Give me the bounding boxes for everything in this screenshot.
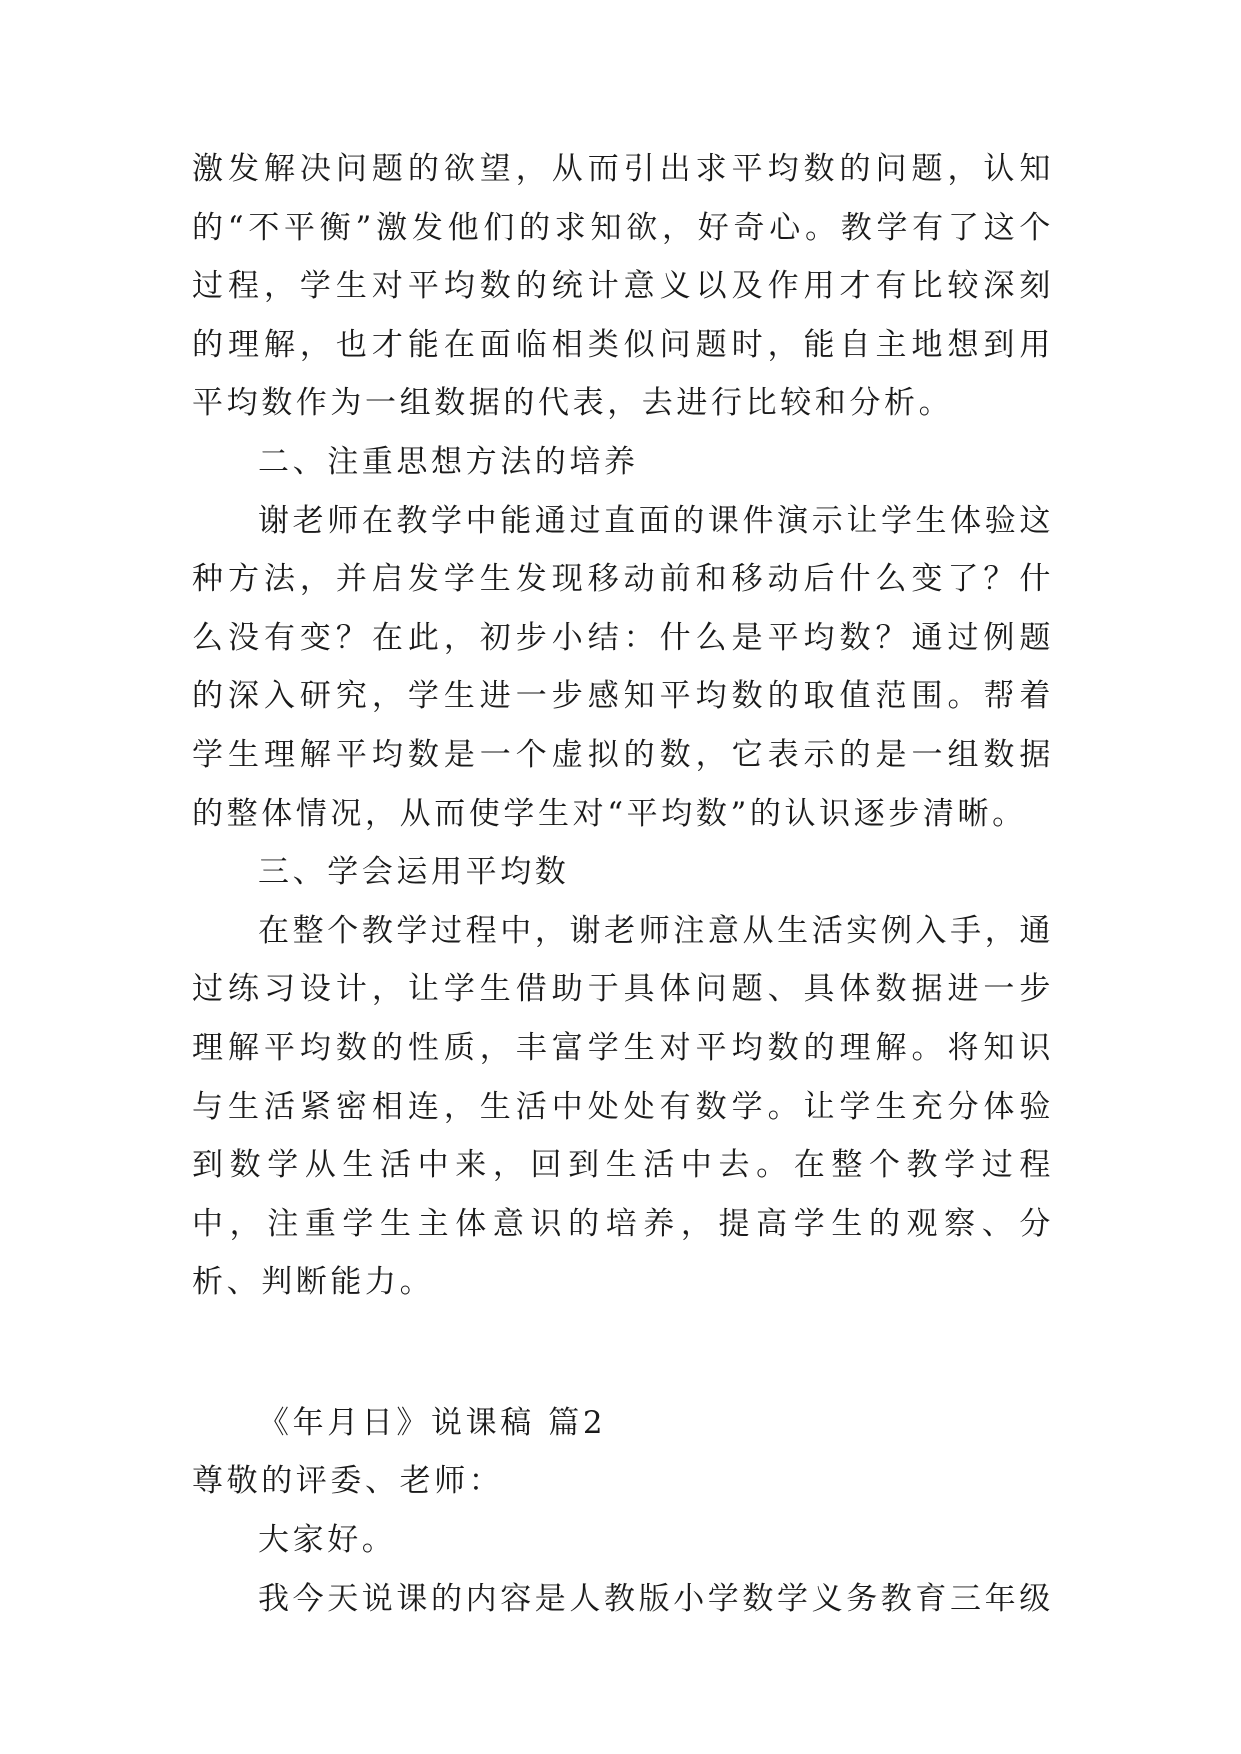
section-gap bbox=[192, 1312, 1054, 1394]
section-heading: 三、学会运用平均数 bbox=[258, 854, 570, 891]
body-paragraph: 我今天说课的内容是人教版小学数学义务教育三年级 bbox=[258, 1580, 1054, 1617]
body-paragraph: 谢老师在教学中能通过直面的课件演示让学生体验这种方法，并启发学生发现移动前和移动后什么变了？什么没有变？在此，初步小结：什么是平均数？通过例题的深入研究，学生进一步感知平均数的取值范围。帮着学生理解平均数是一个虚拟的数，它表示的是一组数据的整体情况，从而使学生对“平均数”的认识逐步清晰。 bbox=[192, 502, 1054, 832]
body-paragraph: 激发解决问题的欲望，从而引出求平均数的问题，认知的“不平衡”激发他们的求知欲，好奇心。教学有了这个过程，学生对平均数的统计意义以及作用才有比较深刻的理解，也才能在面临相类似问题时，能自主地想到用平均数作为一组数据的代表，去进行比较和分析。 bbox=[192, 151, 1054, 422]
section-heading: 二、注重思想方法的培养 bbox=[258, 443, 639, 480]
greeting: 大家好。 bbox=[258, 1522, 397, 1559]
document-page bbox=[192, 140, 1054, 1628]
document-section-title: 《年月日》说课稿 篇2 bbox=[258, 1404, 607, 1441]
body-paragraph: 在整个教学过程中，谢老师注意从生活实例入手，通过练习设计，让学生借助于具体问题、具体数据进一步理解平均数的性质，丰富学生对平均数的理解。将知识与生活紧密相连，生活中处处有数学。让学生充分体验到数学从生活中来，回到生活中去。在整个教学过程中，注重学生主体意识的培养，提高学生的观察、分析、判断能力。 bbox=[192, 912, 1054, 1301]
salutation: 尊敬的评委、老师： bbox=[192, 1463, 504, 1500]
